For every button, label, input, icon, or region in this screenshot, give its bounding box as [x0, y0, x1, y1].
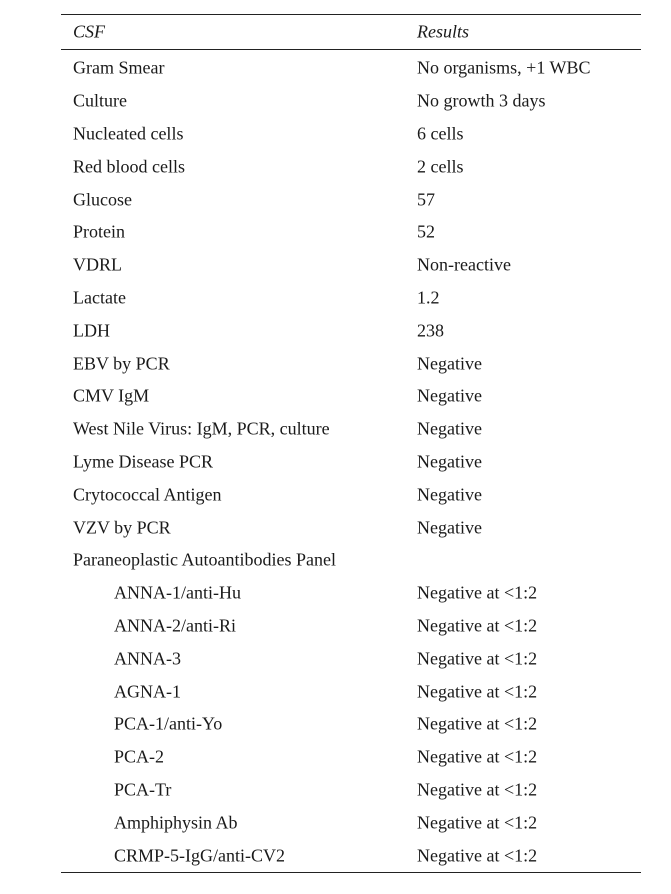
test-result: Negative at <1:2: [417, 779, 538, 800]
table-row: [61, 839, 641, 872]
table-header: [61, 15, 641, 49]
table-row: [61, 413, 641, 446]
test-result: Negative: [417, 484, 482, 505]
table-row: [61, 446, 641, 479]
test-name: Culture: [73, 90, 127, 111]
table-row: [61, 314, 641, 347]
table-row: [61, 216, 641, 249]
test-name: PCA-Tr: [114, 779, 172, 800]
table-row: [61, 85, 641, 118]
test-result: Non-reactive: [417, 254, 511, 275]
test-result: 57: [417, 189, 435, 210]
test-name: Crytococcal Antigen: [73, 484, 222, 505]
table-row: [61, 249, 641, 282]
test-result: Negative at <1:2: [417, 615, 538, 636]
table-row: [61, 806, 641, 839]
test-name: Red blood cells: [73, 156, 185, 177]
table-row: [61, 708, 641, 741]
test-name: VDRL: [73, 254, 122, 275]
test-name: Amphiphysin Ab: [114, 812, 238, 833]
header-results: Results: [417, 21, 469, 42]
test-name: ANNA-2/anti-Ri: [114, 615, 236, 636]
test-name: Lyme Disease PCR: [73, 451, 213, 472]
test-result: Negative: [417, 418, 482, 439]
test-name: LDH: [73, 320, 110, 341]
test-name: EBV by PCR: [73, 353, 170, 374]
table-row: [61, 544, 641, 577]
test-result: Negative: [417, 353, 482, 374]
test-name: ANNA-1/anti-Hu: [114, 582, 241, 603]
test-result: 1.2: [417, 287, 440, 308]
test-name: Gram Smear: [73, 57, 165, 78]
test-name: Paraneoplastic Autoantibodies Panel: [73, 549, 336, 570]
test-name: Nucleated cells: [73, 123, 184, 144]
test-result: Negative at <1:2: [417, 713, 538, 734]
table-row: [61, 610, 641, 643]
test-name: CRMP-5-IgG/anti-CV2: [114, 845, 285, 866]
table-row: [61, 118, 641, 151]
test-name: CMV IgM: [73, 385, 150, 406]
test-name: Lactate: [73, 287, 126, 308]
test-result: 238: [417, 320, 444, 341]
table-row: [61, 478, 641, 511]
test-result: Negative: [417, 451, 482, 472]
test-result: Negative: [417, 385, 482, 406]
test-result: Negative at <1:2: [417, 648, 538, 669]
table-row: [61, 675, 641, 708]
table-row: [61, 380, 641, 413]
table-row: [61, 577, 641, 610]
test-result: Negative at <1:2: [417, 681, 538, 702]
test-result: Negative at <1:2: [417, 812, 538, 833]
table-body: [61, 50, 641, 872]
test-result: Negative: [417, 517, 482, 538]
test-name: AGNA-1: [114, 681, 181, 702]
test-name: VZV by PCR: [73, 517, 171, 538]
test-result: 2 cells: [417, 156, 464, 177]
test-name: PCA-2: [114, 746, 165, 767]
test-name: West Nile Virus: IgM, PCR, culture: [73, 418, 330, 439]
table-row: [61, 52, 641, 85]
table-row: [61, 282, 641, 315]
test-result: No growth 3 days: [417, 90, 546, 111]
test-name: ANNA-3: [114, 648, 181, 669]
test-result: Negative at <1:2: [417, 746, 538, 767]
test-result: 6 cells: [417, 123, 464, 144]
table-row: [61, 511, 641, 544]
table-row: [61, 183, 641, 216]
table-row: [61, 347, 641, 380]
test-name: Glucose: [73, 189, 132, 210]
table-row: [61, 741, 641, 774]
test-name: Protein: [73, 221, 125, 242]
test-result: 52: [417, 221, 435, 242]
table-row: [61, 774, 641, 807]
test-result: Negative at <1:2: [417, 845, 538, 866]
test-result: No organisms, +1 WBC: [417, 57, 591, 78]
test-name: PCA-1/anti-Yo: [114, 713, 223, 734]
header-csf: CSF: [73, 21, 106, 42]
table-row: [61, 642, 641, 675]
test-result: Negative at <1:2: [417, 582, 538, 603]
bottom-rule: [61, 872, 641, 873]
table-row: [61, 150, 641, 183]
csf-results-table: [61, 14, 641, 873]
